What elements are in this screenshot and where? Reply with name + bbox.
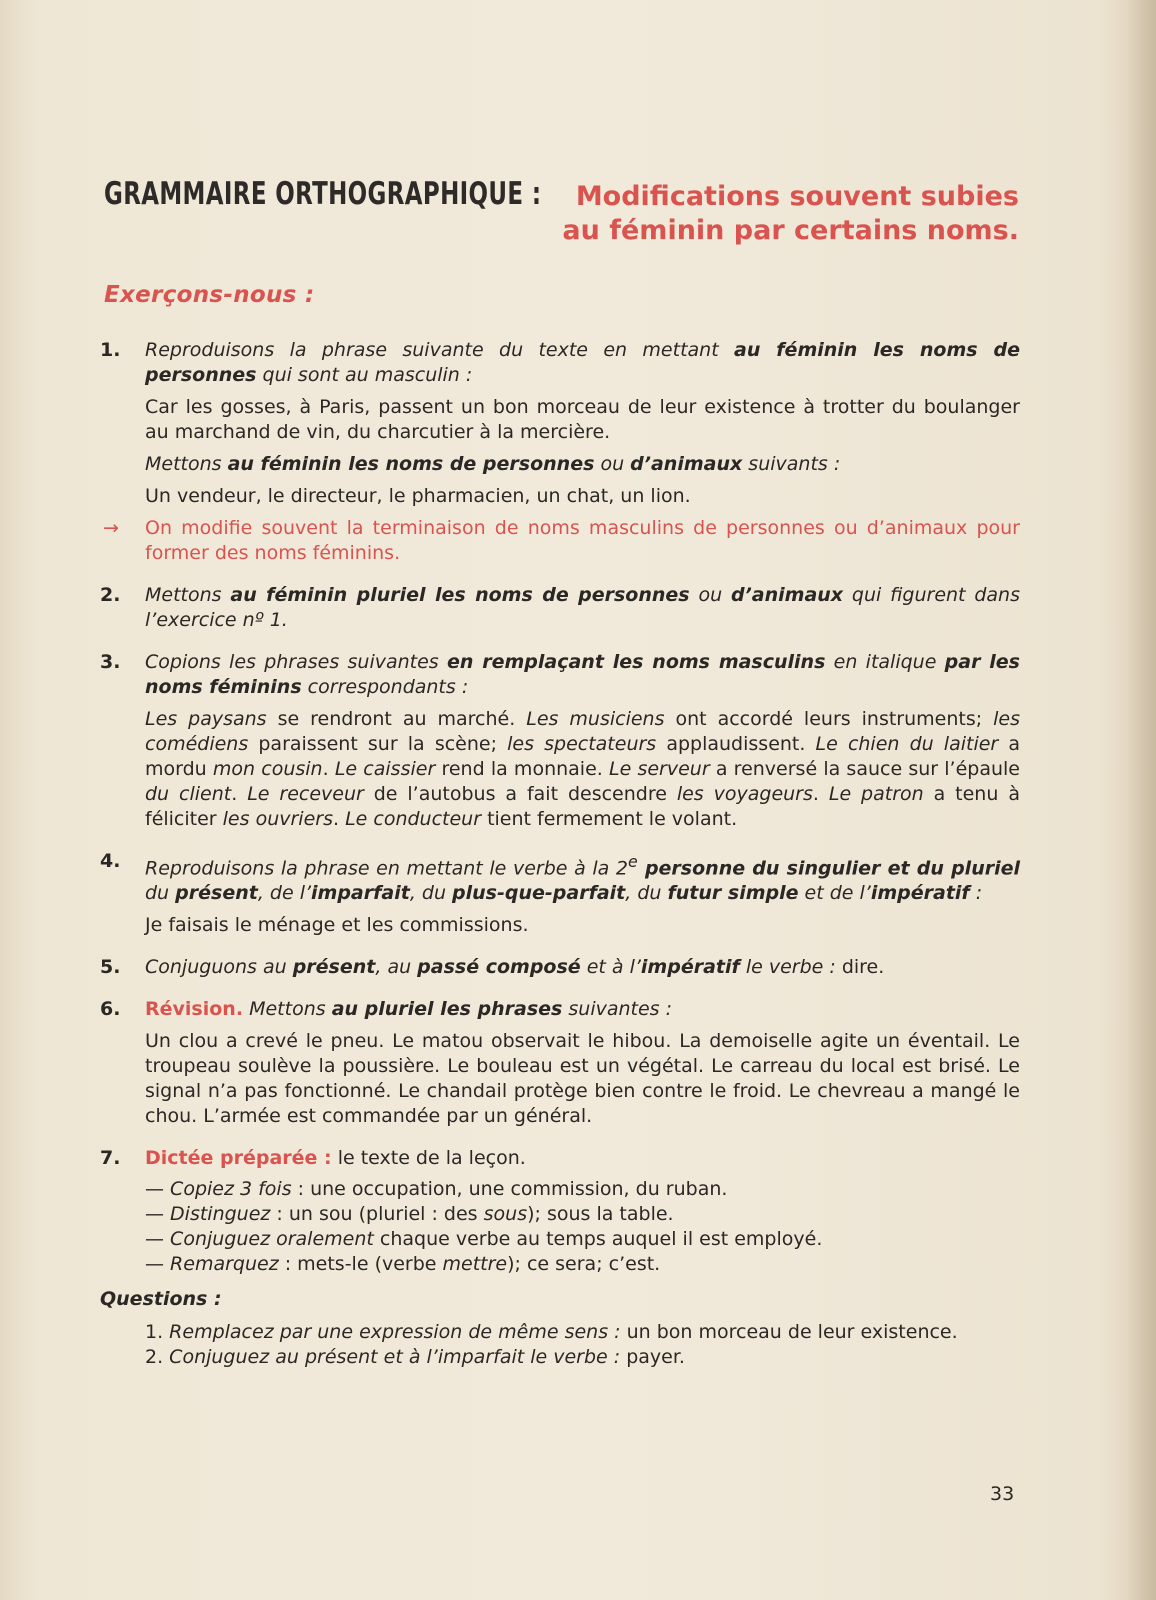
directive: Remarquez xyxy=(170,1253,279,1276)
header-subtitle-line-2: au féminin par certains noms. xyxy=(562,215,1019,246)
emphasis: d’animaux xyxy=(730,584,844,606)
text: qui sont au masculin : xyxy=(256,364,473,386)
page-edge-shadow xyxy=(1126,0,1156,1600)
text: , du xyxy=(625,882,668,905)
emphasis: d’animaux xyxy=(630,453,743,475)
text: a tenu à féliciter xyxy=(145,783,1020,830)
text: : une occupation, une commission, du ruban. xyxy=(291,1178,728,1201)
exercise-number: 7. xyxy=(100,1147,121,1170)
dash: — xyxy=(145,1253,171,1276)
emphasis: au féminin pluriel les noms de personnes xyxy=(230,584,690,606)
instruction xyxy=(145,338,1020,388)
text: du xyxy=(145,882,176,905)
text: a renversé la sauce sur l’épaule xyxy=(709,758,1020,780)
noun: Le chien du laitier xyxy=(815,733,999,755)
text: ou xyxy=(689,584,731,606)
question-item xyxy=(145,1345,1020,1370)
sentence: Car les gosses, à Paris, passent un bon morceau de leur existence à trotter du boulanger au marchand de vin, du charcutier à la mercière. xyxy=(145,396,1020,443)
text: Mettons xyxy=(243,998,332,1021)
text: tient fermement le volant. xyxy=(481,808,738,830)
instruction xyxy=(145,955,1020,980)
exercise-number: 2. xyxy=(100,584,121,606)
word: sous xyxy=(483,1203,528,1226)
verb: dire. xyxy=(841,956,885,979)
text: Reproduisons la phrase suivante du texte en mettant xyxy=(145,339,735,361)
text: chaque verbe au temps auquel il est employé. xyxy=(373,1228,823,1251)
text: : un sou (pluriel : des xyxy=(270,1203,484,1226)
emphasis: personne du singulier et du pluriel xyxy=(637,857,1020,880)
superscript: e xyxy=(628,852,638,871)
instruction xyxy=(145,1146,1020,1171)
exercise-number: 5. xyxy=(100,956,121,979)
question-number: 1. xyxy=(145,1321,164,1344)
text: ou xyxy=(594,453,631,475)
list-item xyxy=(145,1202,1020,1227)
exercise-3 xyxy=(100,650,1020,832)
text: un bon morceau de leur existence. xyxy=(620,1321,958,1344)
text: : mets-le (verbe xyxy=(278,1253,443,1276)
text: Reproduisons la phrase en mettant le verbe à la 2 xyxy=(145,857,628,880)
instruction xyxy=(145,997,1020,1022)
dictation-list xyxy=(145,1177,1020,1277)
noun: mon cousin xyxy=(212,758,323,780)
emphasis: présent xyxy=(175,882,258,905)
text: Mettons xyxy=(145,453,228,475)
text: suivantes : xyxy=(562,998,673,1021)
text: de l’autobus a fait descendre xyxy=(363,783,677,805)
noun: les comédiens xyxy=(145,708,1021,755)
noun: les voyageurs xyxy=(676,783,813,805)
emphasis: au pluriel les phrases xyxy=(331,998,563,1021)
text: le verbe : xyxy=(739,956,842,979)
emphasis: plus-que-parfait xyxy=(452,882,626,905)
instruction xyxy=(145,583,1020,633)
text: ); ce sera; c’est. xyxy=(507,1253,661,1276)
instruction xyxy=(145,650,1020,700)
instruction xyxy=(145,849,1020,906)
exercise-number: 4. xyxy=(100,850,121,872)
text: . xyxy=(322,758,335,780)
noun: les spectateurs xyxy=(507,733,657,755)
noun: Le caissier xyxy=(334,758,436,780)
text: : xyxy=(969,882,983,905)
header-subtitle-line-1: Modifications souvent subies xyxy=(575,181,1019,212)
exercise-number: 6. xyxy=(100,998,121,1021)
exercise-7 xyxy=(100,1146,1020,1277)
noun: du client xyxy=(145,783,232,805)
list-item xyxy=(145,1252,1020,1277)
text: rend la monnaie. xyxy=(435,758,609,780)
emphasis: impératif xyxy=(640,956,740,979)
question-text: Conjuguez au présent et à l’imparfait le verbe : xyxy=(163,1346,621,1369)
emphasis: présent xyxy=(292,956,376,979)
emphasis: par les noms féminins xyxy=(145,651,1020,698)
section-title: Exerçons-nous : xyxy=(104,282,315,308)
instruction xyxy=(145,452,1020,477)
directive: Conjuguez oralement xyxy=(170,1228,374,1251)
text: , au xyxy=(375,956,418,979)
emphasis: impératif xyxy=(870,882,970,905)
sentences: Un clou a crevé le pneu. Le matou observait le hibou. La demoiselle agite un éventail. Le troupeau soulève la poussière. Le bouleau est un végétal. Le carreau du local est brisé. Le signal n’a pas fonctionné. Le chandail protège bien contre le froid. Le chevreau a mangé le chou. L’armée est commandée par un général. xyxy=(145,1030,1020,1128)
dash: — xyxy=(145,1228,171,1251)
text: et à l’ xyxy=(580,956,641,979)
page-number: 33 xyxy=(990,1483,1015,1505)
text: . xyxy=(332,808,346,830)
noun: Le receveur xyxy=(247,783,364,805)
noun: Le patron xyxy=(828,783,924,805)
emphasis: en remplaçant les noms masculins xyxy=(446,651,826,673)
text: qui figurent dans l’exercice nº 1. xyxy=(145,584,1021,631)
text: le texte de la leçon. xyxy=(331,1147,526,1170)
text: Copions les phrases suivantes xyxy=(145,651,447,673)
question-number: 2. xyxy=(145,1346,164,1369)
text: paraissent sur la scène; xyxy=(248,733,508,755)
questions-list xyxy=(100,1320,1020,1370)
noun: les ouvriers xyxy=(222,808,333,830)
exercise-5 xyxy=(100,955,1020,980)
text: . xyxy=(812,783,829,805)
text: Conjuguons au xyxy=(145,956,293,979)
exercise-6 xyxy=(100,997,1020,1129)
exercise-2 xyxy=(100,583,1020,633)
text: Mettons xyxy=(145,584,231,606)
lesson-header xyxy=(104,176,1019,256)
rule-statement xyxy=(103,516,1020,566)
emphasis: au féminin les noms de personnes xyxy=(227,453,595,475)
noun: Le serveur xyxy=(609,758,710,780)
text: et de l’ xyxy=(798,882,871,905)
rule-text: On modifie souvent la terminaison de noms masculins de personnes ou d’animaux pour former des noms féminins. xyxy=(145,517,1020,564)
noun: Les paysans xyxy=(145,708,267,730)
list-item xyxy=(145,1227,1020,1252)
text: payer. xyxy=(620,1346,685,1369)
emphasis: au féminin les noms de personnes xyxy=(145,339,1020,386)
sentences xyxy=(145,707,1020,832)
text: en italique xyxy=(825,651,945,673)
exercise-number: 1. xyxy=(100,339,121,361)
emphasis: imparfait xyxy=(311,882,410,905)
dictation-label: Dictée préparée : xyxy=(145,1147,332,1170)
questions-section xyxy=(100,1287,1020,1370)
text: ); sous la table. xyxy=(527,1203,674,1226)
directive: Copiez 3 fois xyxy=(170,1178,292,1201)
dash: — xyxy=(145,1178,171,1201)
word-list: Un vendeur, le directeur, le pharmacien, un chat, un lion. xyxy=(145,485,691,507)
text: correspondants : xyxy=(301,676,469,698)
revision-label: Révision. xyxy=(145,998,244,1021)
noun: Le conducteur xyxy=(345,808,482,830)
text: , du xyxy=(409,882,453,905)
exercise-4 xyxy=(100,849,1020,938)
header-subtitle xyxy=(562,180,1019,248)
list-item xyxy=(145,1177,1020,1202)
text: . xyxy=(231,783,248,805)
emphasis: passé composé xyxy=(417,956,581,979)
text: suivants : xyxy=(742,453,841,475)
noun: Les musiciens xyxy=(526,708,665,730)
emphasis: futur simple xyxy=(667,882,799,905)
exercise-content xyxy=(100,338,1020,1370)
exercise-1 xyxy=(100,338,1020,566)
text: applaudissent. xyxy=(656,733,816,755)
question-text: Remplacez par une expression de même sens : xyxy=(163,1321,621,1344)
sentence: Je faisais le ménage et les commissions. xyxy=(145,914,529,937)
header-title: GRAMMAIRE ORTHOGRAPHIQUE : xyxy=(104,176,542,212)
directive: Distinguez xyxy=(170,1203,271,1226)
arrow-icon: → xyxy=(103,517,119,539)
text: , de l’ xyxy=(257,882,312,905)
text: se rendront au marché. xyxy=(266,708,527,730)
dash: — xyxy=(145,1203,171,1226)
questions-title: Questions : xyxy=(100,1288,222,1311)
text: a mordu xyxy=(145,733,1020,780)
word: mettre xyxy=(442,1253,508,1276)
question-item xyxy=(145,1320,1020,1345)
exercise-number: 3. xyxy=(100,651,121,673)
text: ont accordé leurs instruments; xyxy=(664,708,994,730)
